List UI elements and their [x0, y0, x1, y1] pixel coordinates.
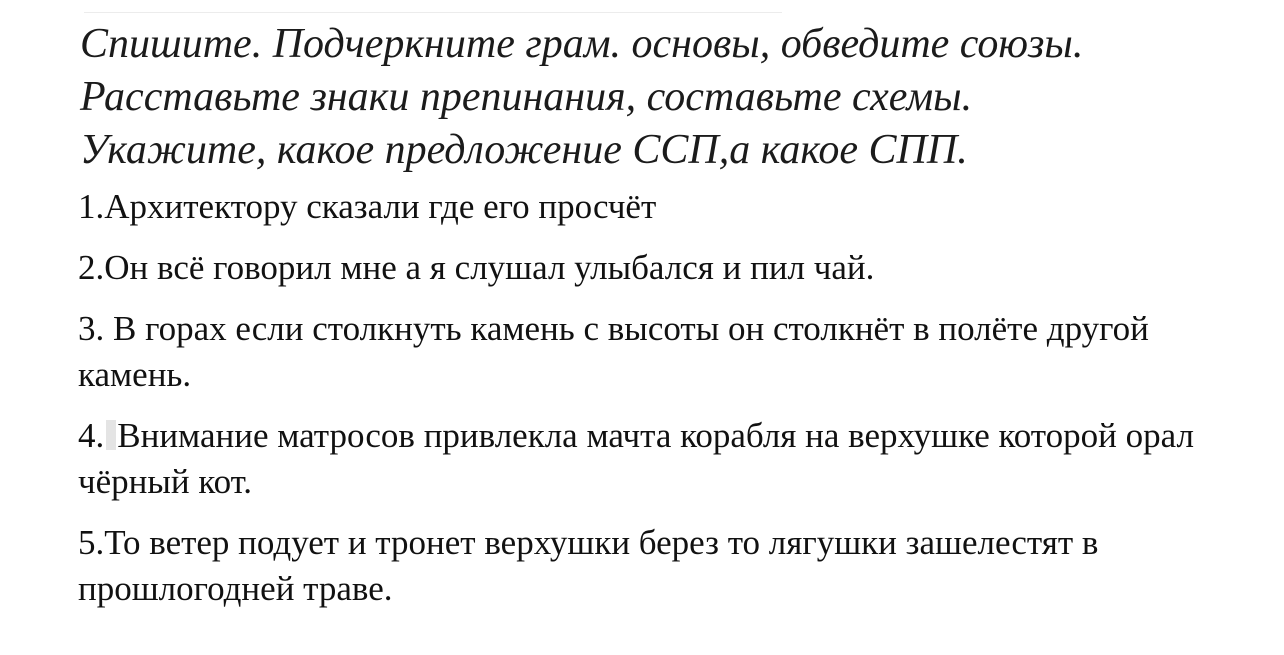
- task-item-5: 5.То ветер подует и тронет верхушки берез то лягушки зашелестят в прошлогодней траве.: [78, 523, 1099, 608]
- top-divider: [84, 0, 782, 13]
- task-item-4: [78, 413, 1268, 505]
- instruction-line-2: Расставьте знаки препинания, составьте схемы.: [80, 74, 973, 120]
- text-cursor-mark: [106, 420, 116, 450]
- instructions-block: [80, 18, 1270, 177]
- instruction-line-3: Укажите, какое предложение ССП,а какое СПП.: [80, 127, 968, 173]
- task-item-1: 1.Архитектору сказали где его просчёт: [78, 187, 657, 226]
- instruction-line-1: Спишите. Подчеркните грам. основы, обведите союзы.: [80, 21, 1084, 67]
- task-item-4-number: 4.: [78, 416, 105, 455]
- task-list: [78, 184, 1268, 612]
- task-item-3: 3. В горах если столкнуть камень с высоты он столкнёт в полёте другой камень.: [78, 309, 1149, 394]
- task-item-2: 2.Он всё говорил мне а я слушал улыбался и пил чай.: [78, 248, 875, 287]
- task-item-4-text: Внимание матросов привлекла мачта корабля на верхушке которой орал чёрный кот.: [78, 416, 1194, 501]
